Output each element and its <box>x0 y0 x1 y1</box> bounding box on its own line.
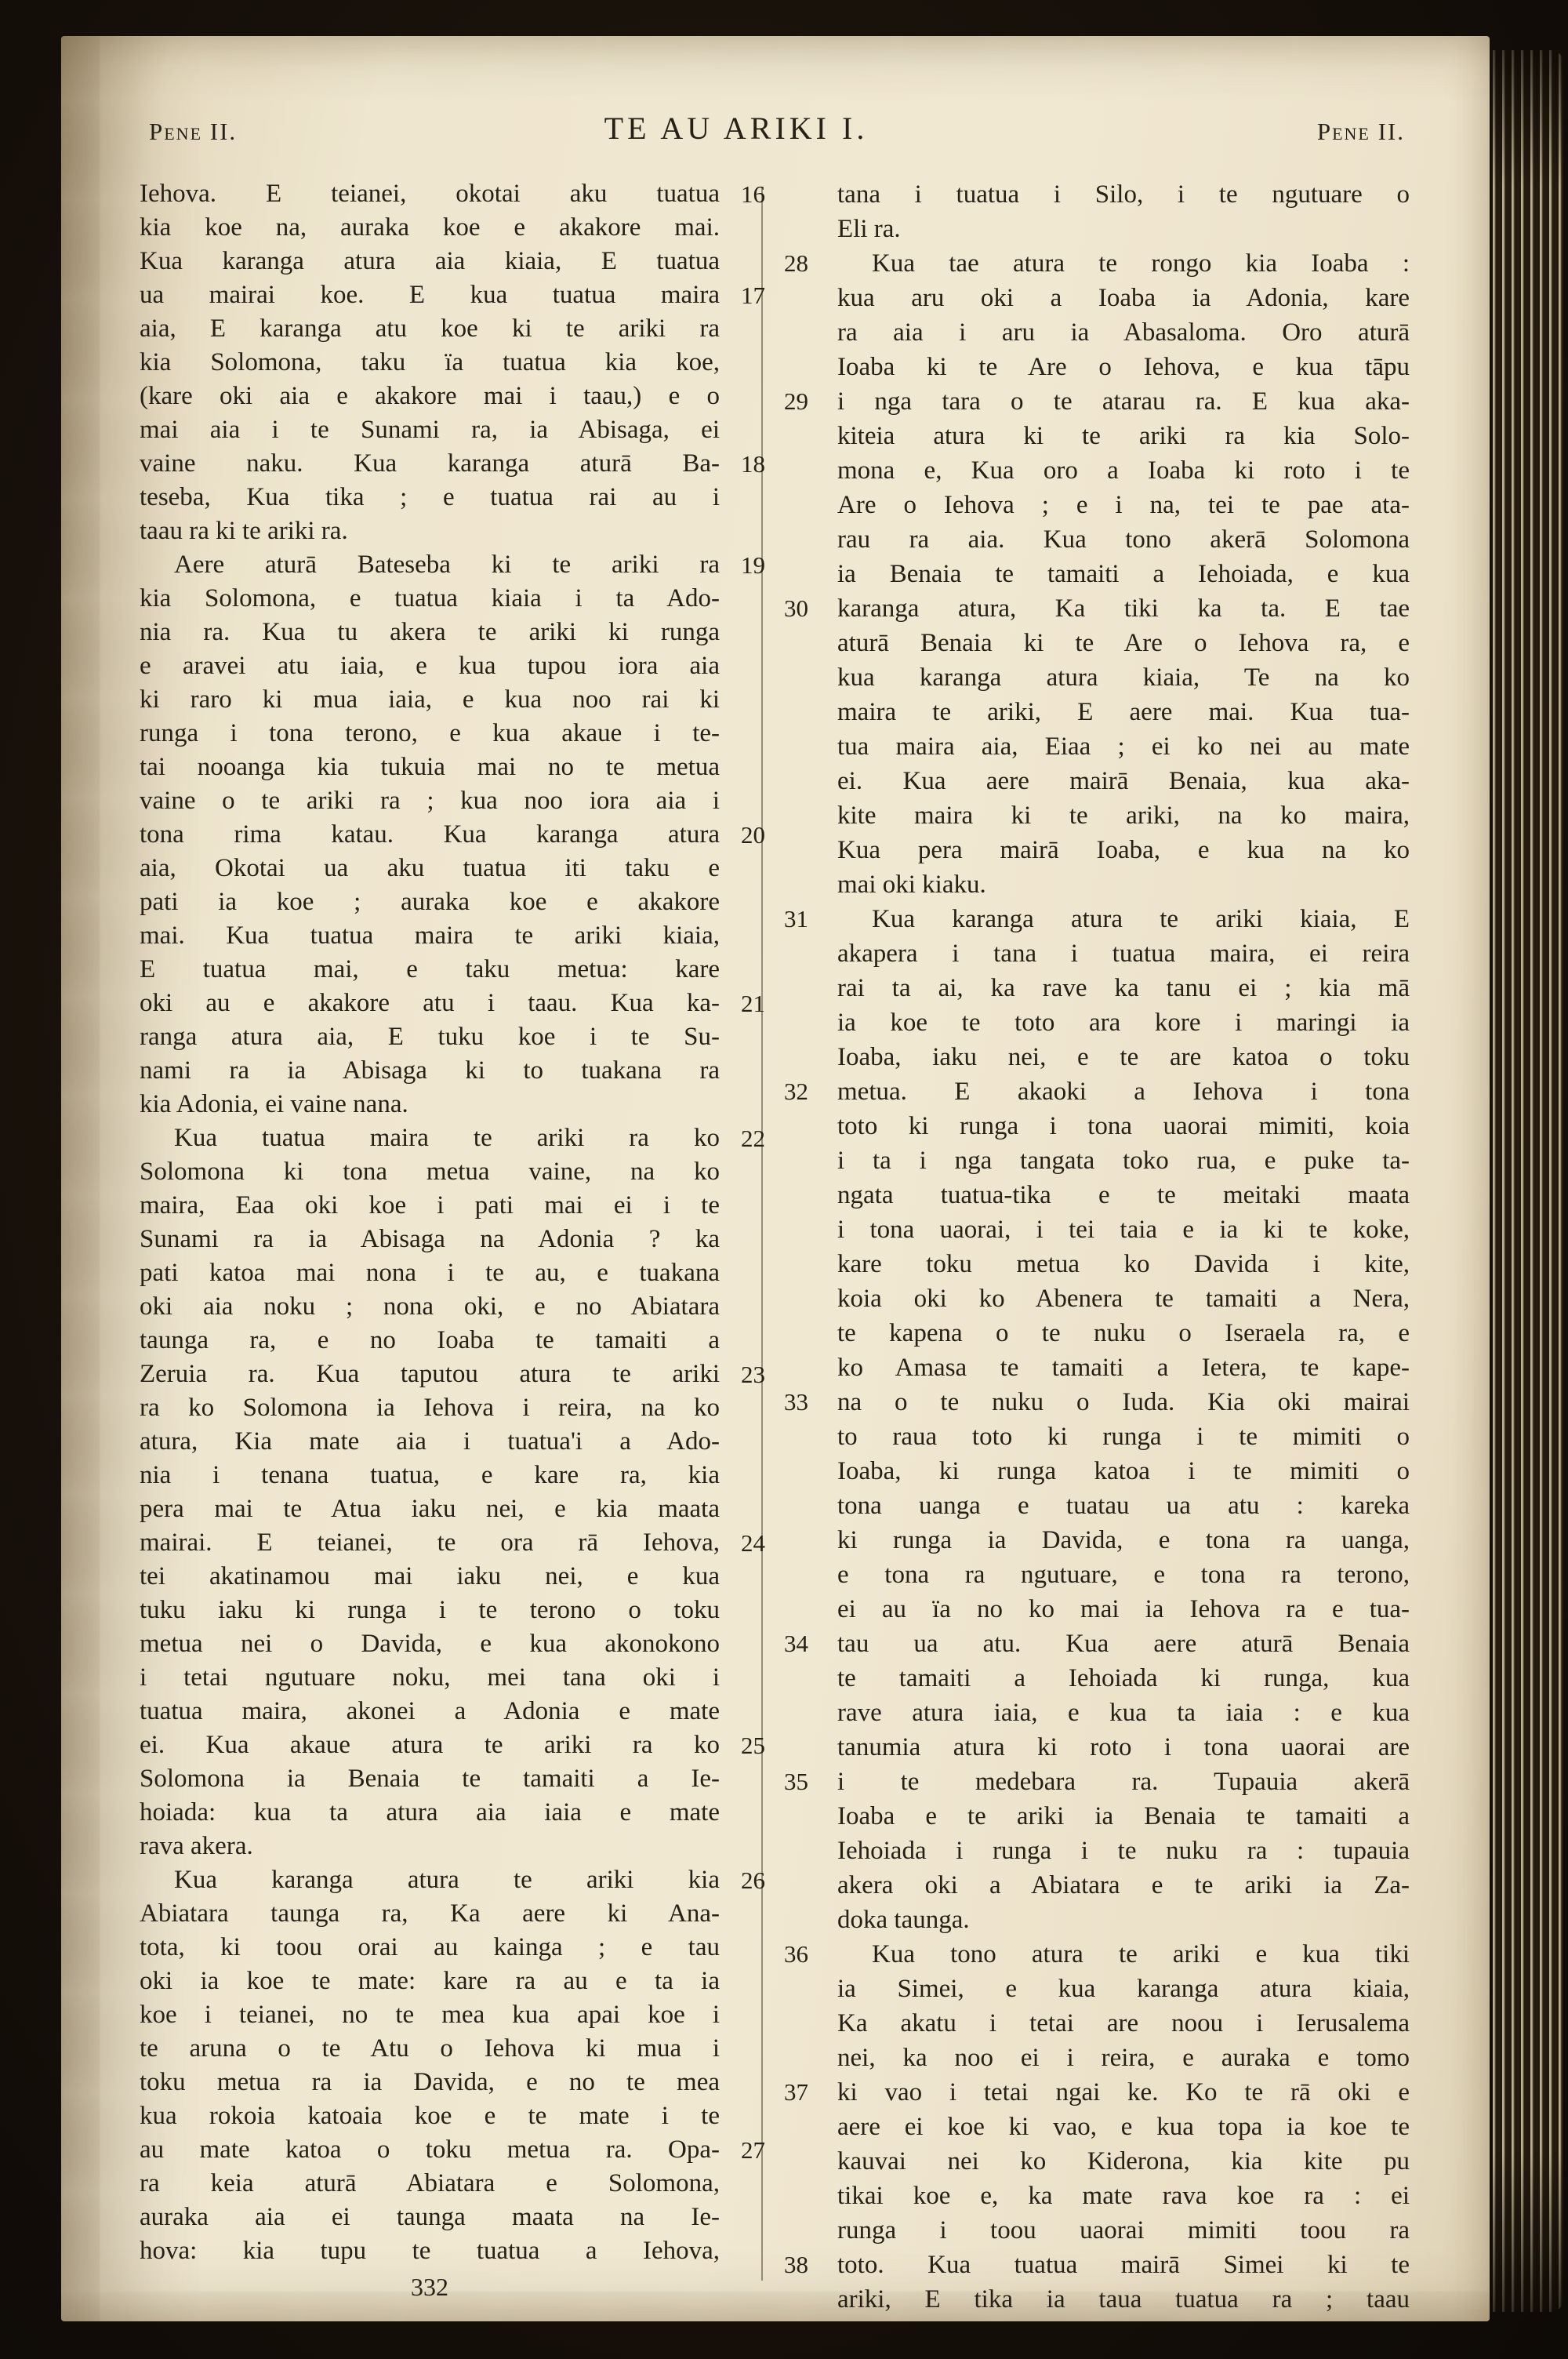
text-line <box>140 1324 720 1358</box>
verse-number: 20 <box>741 821 765 849</box>
line-text: aturā Benaia ki te Are o Iehova ra, e <box>837 629 1410 657</box>
line-text: ia Benaia te tamaiti a Iehoiada, e kua <box>837 560 1410 588</box>
line-text: Abiatara taunga ra, Ka aere ki Ana- <box>140 1899 720 1928</box>
text-line <box>837 695 1410 729</box>
text-line <box>837 1454 1410 1488</box>
line-text: koia oki ko Abenera te tamaiti a Nera, <box>837 1285 1410 1313</box>
verse-number: 35 <box>784 1768 808 1795</box>
text-line <box>837 2041 1410 2075</box>
text-line <box>140 2167 720 2201</box>
text-line <box>784 902 1410 936</box>
verse-number: 19 <box>741 551 765 579</box>
text-line <box>837 453 1410 488</box>
verse-number: 33 <box>784 1388 808 1416</box>
text-line <box>140 818 765 852</box>
line-text: i ta i nga tangata toko rua, e puke ta- <box>837 1147 1410 1175</box>
line-text: kua rokoia katoaia koe e te mate i te <box>140 2102 720 2130</box>
text-line <box>140 683 720 717</box>
text-line <box>837 936 1410 971</box>
line-text: mai aia i te Sunami ra, ia Abisaga, ei <box>140 416 720 444</box>
line-text: karanga atura, Ka tiki ka ta. E tae <box>837 594 1410 623</box>
line-text: ia koe te toto ara kore i maringi ia <box>837 1009 1410 1037</box>
text-line <box>140 2066 720 2099</box>
text-line <box>140 1863 765 1897</box>
line-text: ei. Kua akaue atura te ariki ra ko <box>140 1731 720 1759</box>
line-text: kauvai nei ko Kiderona, kia kite pu <box>837 2147 1410 2175</box>
text-line <box>837 522 1410 557</box>
line-text: Eli ra. <box>837 215 901 243</box>
line-text: Kua tuatua maira te ariki ra ko <box>174 1124 720 1152</box>
line-text: tota, ki toou orai au kainga ; e tau <box>140 1933 720 1961</box>
text-line <box>837 1040 1410 1074</box>
text-line <box>140 1020 720 1054</box>
text-line <box>140 1695 720 1728</box>
text-line <box>140 346 720 380</box>
line-text: te kapena o te nuku o Iseraela ra, e <box>837 1319 1410 1347</box>
text-line <box>140 447 765 481</box>
line-text: nei, ka noo ei i reira, e auraka e tomo <box>837 2044 1410 2072</box>
text-line <box>140 717 720 751</box>
verse-number: 31 <box>784 905 808 932</box>
verse-number: 23 <box>741 1361 765 1388</box>
text-line <box>140 953 720 987</box>
line-text: Kua karanga atura te ariki kiaia, E <box>872 905 1410 933</box>
line-text: ia Simei, e kua karanga atura kiaia, <box>837 1975 1410 2003</box>
line-text: kia Solomona, e tuatua kiaia i ta Ado- <box>140 584 720 612</box>
line-text: ki raro ki mua iaia, e kua noo rai ki <box>140 685 720 714</box>
line-text: ra ko Solomona ia Iehova i reira, na ko <box>140 1394 720 1422</box>
line-text: koe i teianei, no te mea kua apai koe i <box>140 2001 720 2029</box>
line-text: Solomona ki tona metua vaine, na ko <box>140 1158 720 1186</box>
line-text: hova: kia tupu te tuatua a Iehova, <box>140 2237 720 2265</box>
text-line <box>837 798 1410 833</box>
text-line <box>784 246 1410 281</box>
line-text: mairai. E teianei, te ora rā Iehova, <box>140 1528 720 1557</box>
text-line <box>140 1897 720 1931</box>
text-line <box>140 2133 765 2167</box>
line-text: tona rima katau. Kua karanga atura <box>140 820 720 849</box>
line-text: kia koe na, auraka koe e akakore mai. <box>140 213 720 242</box>
line-text: tona uanga e tuatau ua atu : kareka <box>837 1492 1410 1520</box>
verse-number: 25 <box>741 1732 765 1759</box>
line-text: akera oki a Abiatara e te ariki ia Za- <box>837 1871 1410 1899</box>
book-page-stack-edges <box>1493 50 1563 2312</box>
line-text: Ioaba e te ariki ia Benaia te tamaiti a <box>837 1802 1410 1830</box>
verse-number: 18 <box>741 450 765 478</box>
text-line <box>837 177 1410 212</box>
text-line <box>140 1594 720 1627</box>
text-line <box>837 660 1410 695</box>
text-line <box>837 2179 1410 2213</box>
line-text: Kua tono atura te ariki e kua tiki <box>872 1940 1410 1968</box>
line-text: akapera i tana i tuatua maira, ei reira <box>837 940 1410 968</box>
line-text: tau ua atu. Kua aere aturā Benaia <box>837 1630 1410 1658</box>
line-text: maira te ariki, E aere mai. Kua tua- <box>837 698 1410 726</box>
column-rule <box>761 187 763 2281</box>
line-text: toto. Kua tuatua mairā Simei ki te <box>837 2251 1410 2279</box>
text-line <box>837 1903 1410 1937</box>
text-line <box>837 1247 1410 1281</box>
text-line <box>837 971 1410 1005</box>
text-line <box>140 548 765 582</box>
verse-number: 27 <box>741 2136 765 2164</box>
line-text: maira, Eaa oki koe i pati mai ei i te <box>140 1191 720 1219</box>
line-text: doka taunga. <box>837 1906 970 1934</box>
line-text: teseba, Kua tika ; e tuatua rai au i <box>140 483 720 511</box>
verse-number: 28 <box>784 249 808 277</box>
text-line <box>837 729 1410 764</box>
line-text: mai. Kua tuatua maira te ariki kiaia, <box>140 921 720 950</box>
line-text: nia i tenana tuatua, e kare ra, kia <box>140 1461 720 1489</box>
line-text: na o te nuku o Iuda. Kia oki mairai <box>837 1388 1410 1416</box>
line-text: nia ra. Kua tu akera te ariki ki runga <box>140 618 720 646</box>
line-text: ranga atura aia, E tuku koe i te Su- <box>140 1023 720 1051</box>
text-line <box>784 384 1410 419</box>
text-line <box>140 1526 765 1560</box>
line-text: ariki, E tika ia taua tuatua ra ; taau <box>837 2285 1410 2314</box>
text-line <box>140 177 765 211</box>
text-line <box>837 2110 1410 2144</box>
line-text: tuku iaku ki runga i te terono o toku <box>140 1596 720 1624</box>
text-line <box>784 2248 1410 2282</box>
line-text: Kua karanga atura aia kiaia, E tuatua <box>140 247 720 275</box>
text-line <box>837 419 1410 453</box>
line-text: Kua tae atura te rongo kia Ioaba : <box>872 249 1410 278</box>
text-line <box>140 1560 720 1594</box>
text-line <box>837 1178 1410 1212</box>
text-line <box>140 1728 765 1762</box>
line-text: aere ei koe ki vao, e kua topa ia koe te <box>837 2113 1410 2141</box>
text-line <box>784 2075 1410 2110</box>
text-line <box>140 919 720 953</box>
text-line <box>140 481 720 514</box>
text-line <box>140 1223 720 1256</box>
line-text: Ka akatu i tetai are noou i Ierusalema <box>837 2009 1410 2037</box>
line-text: tei akatinamou mai iaku nei, e kua <box>140 1562 720 1590</box>
line-text: kia Solomona, taku ïa tuatua kia koe, <box>140 348 720 376</box>
text-line <box>837 1799 1410 1834</box>
line-text: Iehova. E teianei, okotai aku tuatua <box>140 180 720 208</box>
line-text: rave atura iaia, e kua ta iaia : e kua <box>837 1699 1410 1727</box>
right-text-column <box>784 177 1410 2317</box>
line-text: Kua pera mairā Ioaba, e kua na ko <box>837 836 1410 864</box>
text-line <box>784 1627 1410 1661</box>
line-text: Are o Iehova ; e i na, tei te pae ata- <box>837 491 1410 519</box>
line-text: Sunami ra ia Abisaga na Adonia ? ka <box>140 1225 720 1253</box>
line-text: e tona ra ngutuare, e tona ra terono, <box>837 1561 1410 1589</box>
text-line <box>837 1558 1410 1592</box>
text-line <box>140 2234 720 2268</box>
line-text: oki aia noku ; nona oki, e no Abiatara <box>140 1292 720 1321</box>
line-text: pera mai te Atua iaku nei, e kia maata <box>140 1495 720 1523</box>
verse-number: 29 <box>784 387 808 415</box>
text-line <box>140 1492 720 1526</box>
text-line <box>140 1358 765 1391</box>
line-text: i tona uaorai, i tei taia e ia ki te koke, <box>837 1216 1410 1244</box>
line-text: te aruna o te Atu o Iehova ki mua i <box>140 2034 720 2063</box>
line-text: i te medebara ra. Tupauia akerā <box>837 1768 1410 1796</box>
text-line <box>140 582 720 616</box>
verse-number: 32 <box>784 1078 808 1105</box>
line-text: vaine o te ariki ra ; kua noo iora aia i <box>140 787 720 815</box>
text-line <box>140 2032 720 2066</box>
line-text: rava akera. <box>140 1832 253 1860</box>
text-line <box>837 2213 1410 2248</box>
text-line <box>140 1661 720 1695</box>
text-line <box>837 2282 1410 2317</box>
line-text: kua karanga atura kiaia, Te na ko <box>837 663 1410 692</box>
text-line <box>837 212 1410 246</box>
verse-number: 34 <box>784 1630 808 1657</box>
line-text: (kare oki aia e akakore mai i taau,) e o <box>140 382 720 410</box>
text-line <box>140 1425 720 1459</box>
line-text: taau ra ki te ariki ra. <box>140 517 348 545</box>
line-text: ngata tuatua-tika e te meitaki maata <box>837 1181 1410 1209</box>
text-line <box>837 1868 1410 1903</box>
line-text: pati katoa mai nona i te au, e tuakana <box>140 1259 720 1287</box>
page-number: 332 <box>411 2273 448 2301</box>
text-line <box>837 867 1410 902</box>
line-text: runga i tona terono, e kua akaue i te- <box>140 719 720 747</box>
text-line <box>140 1189 720 1223</box>
verse-number: 26 <box>741 1866 765 1894</box>
text-line <box>837 833 1410 867</box>
line-text: tana i tuatua i Silo, i te ngutuare o <box>837 180 1410 209</box>
text-line <box>140 852 720 885</box>
line-text: Ioaba, iaku nei, e te are katoa o toku <box>837 1043 1410 1071</box>
text-line <box>837 2006 1410 2041</box>
verse-number: 30 <box>784 594 808 622</box>
text-line <box>140 2201 720 2234</box>
line-text: oki au e akakore atu i taau. Kua ka- <box>140 989 720 1017</box>
text-line <box>837 626 1410 660</box>
text-line <box>140 751 720 784</box>
text-line <box>837 281 1410 315</box>
text-line <box>837 350 1410 384</box>
line-text: taunga ra, e no Ioaba te tamaiti a <box>140 1326 720 1354</box>
verse-number: 17 <box>741 282 765 309</box>
text-line <box>140 1627 720 1661</box>
line-text: e aravei atu iaia, e kua tupou iora aia <box>140 652 720 680</box>
text-line <box>140 1998 720 2032</box>
line-text: Kua karanga atura te ariki kia <box>174 1866 720 1894</box>
line-text: tua maira aia, Eiaa ; ei ko nei au mate <box>837 732 1410 761</box>
text-line <box>837 1523 1410 1558</box>
text-line <box>140 784 720 818</box>
text-line <box>784 591 1410 626</box>
text-line <box>140 885 720 919</box>
running-header-left: Pene II. <box>149 118 238 145</box>
line-text: kiteia atura ki te ariki ra kia Solo- <box>837 422 1410 450</box>
text-line <box>837 1350 1410 1385</box>
text-line <box>140 649 720 683</box>
line-text: metua. E akaoki a Iehova i tona <box>837 1078 1410 1106</box>
line-text: nami ra ia Abisaga ki to tuakana ra <box>140 1056 720 1085</box>
left-text-column <box>140 177 765 2268</box>
line-text: tanumia atura ki roto i tona uaorai are <box>837 1733 1410 1761</box>
text-line <box>837 1281 1410 1316</box>
line-text: ki runga ia Davida, e tona ra uanga, <box>837 1526 1410 1554</box>
line-text: Solomona ia Benaia te tamaiti a Ie- <box>140 1765 720 1793</box>
text-line <box>140 1459 720 1492</box>
text-line <box>837 315 1410 350</box>
verse-number: 38 <box>784 2251 808 2278</box>
line-text: toto ki runga i tona uaorai mimiti, koia <box>837 1112 1410 1140</box>
verse-number: 22 <box>741 1125 765 1152</box>
text-line <box>140 413 720 447</box>
line-text: to raua toto ki runga i te mimiti o <box>837 1423 1410 1451</box>
book-page <box>61 36 1490 2321</box>
line-text: Aere aturā Bateseba ki te ariki ra <box>174 551 720 579</box>
text-line <box>140 616 720 649</box>
line-text: i tetai ngutuare noku, mei tana oki i <box>140 1663 720 1692</box>
text-line <box>837 1005 1410 1040</box>
text-line <box>837 764 1410 798</box>
line-text: auraka aia ei taunga maata na Ie- <box>140 2203 720 2231</box>
text-line <box>837 1592 1410 1627</box>
verse-number: 24 <box>741 1529 765 1557</box>
line-text: ra aia i aru ia Abasaloma. Oro aturā <box>837 318 1410 347</box>
text-line <box>784 1385 1410 1419</box>
line-text: ei. Kua aere mairā Benaia, kua aka- <box>837 767 1410 795</box>
text-line <box>837 1488 1410 1523</box>
line-text: ki vao i tetai ngai ke. Ko te rā oki e <box>837 2078 1410 2106</box>
text-line <box>140 987 765 1020</box>
text-line <box>837 1661 1410 1696</box>
text-line <box>837 1972 1410 2006</box>
book-title-header: TE AU ARIKI I. <box>604 111 869 146</box>
line-text: atura, Kia mate aia i tuatua'i a Ado- <box>140 1427 720 1456</box>
text-line <box>784 1765 1410 1799</box>
text-line <box>837 1730 1410 1765</box>
line-text: runga i toou uaorai mimiti toou ra <box>837 2216 1410 2245</box>
line-text: E tuatua mai, e taku metua: kare <box>140 955 720 983</box>
running-header-right: Pene II. <box>1316 118 1405 145</box>
line-text: tai nooanga kia tukuia mai no te metua <box>140 753 720 781</box>
line-text: te tamaiti a Iehoiada ki runga, kua <box>837 1664 1410 1692</box>
verse-number: 16 <box>741 180 765 208</box>
line-text: aia, Okotai ua aku tuatua iti taku e <box>140 854 720 882</box>
text-line <box>784 1074 1410 1109</box>
text-line <box>140 1931 720 1965</box>
text-line <box>140 1965 720 1998</box>
text-line <box>140 380 720 413</box>
text-line <box>837 2144 1410 2179</box>
text-line <box>140 1088 720 1121</box>
line-text: Ioaba ki te Are o Iehova, e kua tāpu <box>837 353 1410 381</box>
text-line <box>837 1143 1410 1178</box>
line-text: Iehoiada i runga i te nuku ra : tupauia <box>837 1837 1410 1865</box>
text-line <box>140 1391 720 1425</box>
text-line <box>837 1212 1410 1247</box>
text-line <box>837 488 1410 522</box>
text-line <box>140 1054 720 1088</box>
line-text: rau ra aia. Kua tono akerā Solomona <box>837 525 1410 554</box>
line-text: hoiada: kua ta atura aia iaia e mate <box>140 1798 720 1826</box>
line-text: pati ia koe ; auraka koe e akakore <box>140 888 720 916</box>
text-line <box>140 2099 720 2133</box>
text-line <box>140 211 720 245</box>
line-text: Zeruia ra. Kua taputou atura te ariki <box>140 1360 720 1388</box>
text-line <box>837 1834 1410 1868</box>
text-line <box>140 1762 720 1796</box>
line-text: kare toku metua ko Davida i kite, <box>837 1250 1410 1278</box>
line-text: kite maira ki te ariki, na ko maira, <box>837 801 1410 830</box>
text-line <box>140 1290 720 1324</box>
line-text: metua nei o Davida, e kua akonokono <box>140 1630 720 1658</box>
text-line <box>837 1109 1410 1143</box>
line-text: aia, E karanga atu koe ki te ariki ra <box>140 314 720 343</box>
line-text: Ioaba, ki runga katoa i te mimiti o <box>837 1457 1410 1485</box>
line-text: rai ta ai, ka rave ka tanu ei ; kia mā <box>837 974 1410 1002</box>
line-text: toku metua ra ia Davida, e no te mea <box>140 2068 720 2096</box>
text-line <box>140 1121 765 1155</box>
text-line <box>837 557 1410 591</box>
line-text: kia Adonia, ei vaine nana. <box>140 1090 408 1118</box>
verse-number: 37 <box>784 2078 808 2106</box>
line-text: i nga tara o te atarau ra. E kua aka- <box>837 387 1410 416</box>
line-text: vaine naku. Kua karanga aturā Ba- <box>140 449 720 478</box>
text-line <box>140 1256 720 1290</box>
text-line <box>140 1796 720 1830</box>
line-text: tuatua maira, akonei a Adonia e mate <box>140 1697 720 1725</box>
text-line <box>837 1419 1410 1454</box>
line-text: au mate katoa o toku metua ra. Opa- <box>140 2135 720 2164</box>
text-line <box>140 1155 720 1189</box>
line-text: oki ia koe te mate: kare ra au e ta ia <box>140 1967 720 1995</box>
line-text: mai oki kiaku. <box>837 871 986 899</box>
line-text: ra keia aturā Abiatara e Solomona, <box>140 2169 720 2197</box>
text-line <box>140 312 720 346</box>
line-text: kua aru oki a Ioaba ia Adonia, kare <box>837 284 1410 312</box>
line-text: ko Amasa te tamaiti a Ietera, te kape- <box>837 1354 1410 1382</box>
line-text: mona e, Kua oro a Ioaba ki roto i te <box>837 456 1410 485</box>
line-text: tikai koe e, ka mate rava koe ra : ei <box>837 2182 1410 2210</box>
text-line <box>140 245 720 278</box>
verse-number: 36 <box>784 1940 808 1968</box>
text-line <box>837 1316 1410 1350</box>
text-line <box>140 514 720 548</box>
text-line <box>140 278 765 312</box>
text-line <box>140 1830 720 1863</box>
line-text: ei au ïa no ko mai ia Iehova ra e tua- <box>837 1595 1410 1623</box>
text-line <box>837 1696 1410 1730</box>
text-line <box>784 1937 1410 1972</box>
line-text: ua mairai koe. E kua tuatua maira <box>140 281 720 309</box>
verse-number: 21 <box>741 990 765 1017</box>
